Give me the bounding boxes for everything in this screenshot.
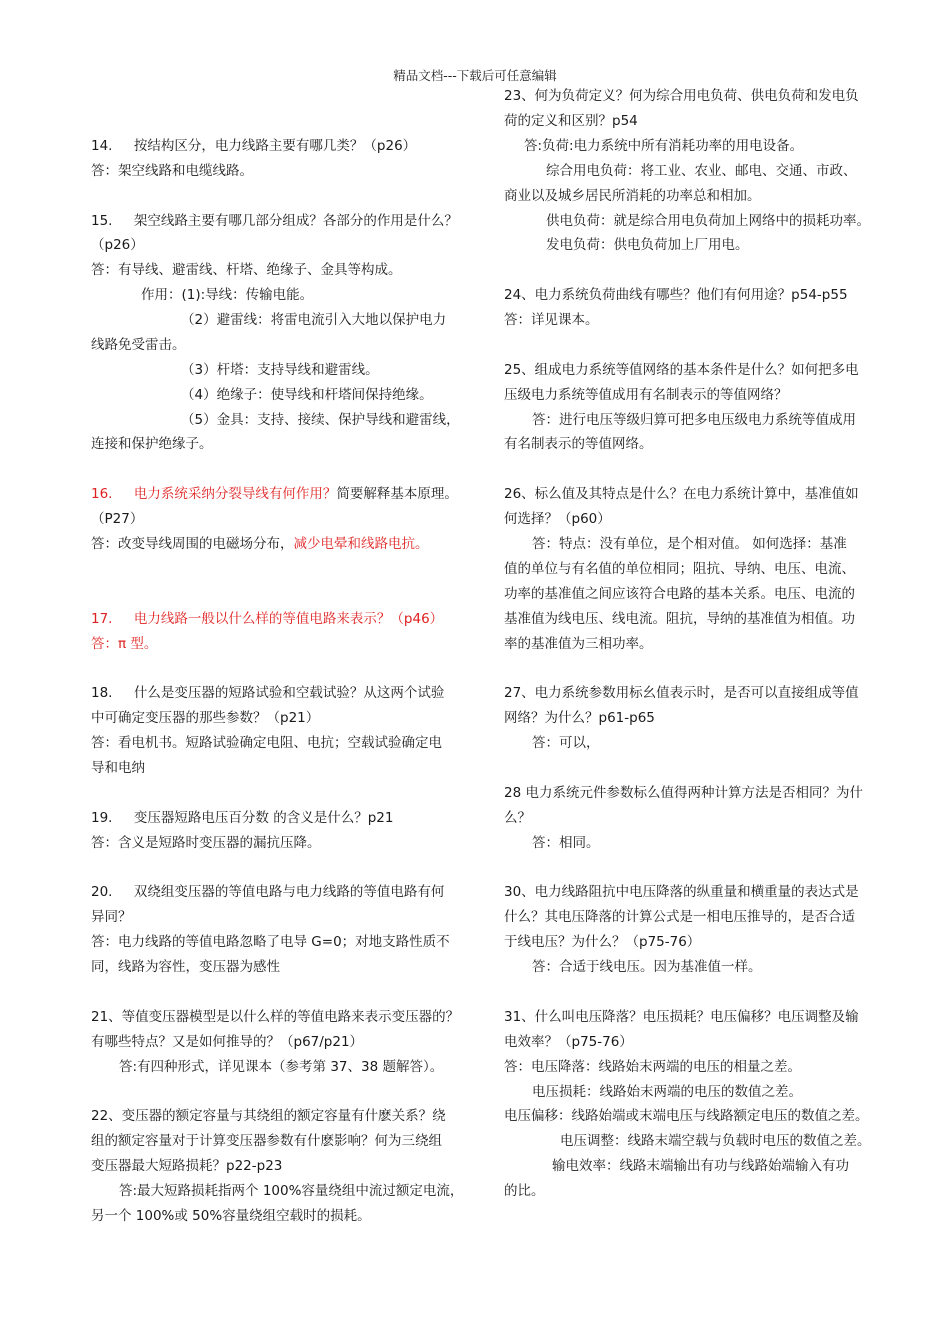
line-text: 线路免受雷击。 <box>91 337 186 353</box>
line-text: 综合用电负荷：将工业、农业、邮电、交通、市政、 <box>546 163 857 179</box>
left-text-line <box>91 907 132 927</box>
left-text-line <box>91 1007 459 1027</box>
line-text: 作用：(1):导线：传输电能。 <box>141 287 314 303</box>
line-text: 商业以及城乡居民所消耗的功率总和相加。 <box>504 188 761 204</box>
left-text-line <box>91 833 321 853</box>
line-text: 同，线路为容性，变压器为感性 <box>91 959 280 975</box>
right-text-line <box>552 1156 849 1176</box>
line-text: 25、组成电力系统等值网络的基本条件是什么？如何把多电 <box>504 362 859 378</box>
left-text-line <box>91 683 444 703</box>
line-text: 有哪些特点？又是如何推导的？（p67/p21） <box>91 1034 364 1050</box>
line-text: 电压偏移：线路始端或末端电压与线路额定电压的数值之差。 <box>504 1108 869 1124</box>
right-text-line <box>546 235 749 255</box>
right-text-line <box>532 410 856 430</box>
left-text-line <box>91 882 444 902</box>
left-text-line <box>91 932 450 952</box>
line-text: 简要解释基本原理。 <box>336 486 458 502</box>
left-text-line <box>91 484 458 504</box>
highlighted-text: 减少电晕和线路电抗。 <box>293 536 429 552</box>
right-text-line <box>504 783 863 803</box>
line-text: 输电效率：线路末端输出有功与线路始端输入有功 <box>552 1158 849 1174</box>
left-text-line <box>91 235 144 255</box>
line-text: 基准值为线电压、线电流。阻抗，导纳的基准值为相值。功 <box>504 611 855 627</box>
right-text-line <box>504 509 611 529</box>
line-text: 21、等值变压器模型是以什么样的等值电路来表示变压器的？ <box>91 1009 460 1025</box>
left-text-line <box>181 385 433 405</box>
right-text-line <box>504 907 855 927</box>
left-text-line <box>119 1057 443 1077</box>
line-text: 功率的基准值之间应该符合电路的基本关系。电压、电流的 <box>504 586 855 602</box>
line-text: 网络？为什么？p61-p65 <box>504 710 655 726</box>
line-text: 答：详见课本。 <box>504 312 599 328</box>
line-text: 答：电压降落：线路始末两端的电压的相量之差。 <box>504 1059 801 1075</box>
line-text: 答：改变导线周围的电磁场分布， <box>91 536 294 552</box>
right-text-line <box>504 484 859 504</box>
line-text: 荷的定义和区别？p54 <box>504 113 638 129</box>
left-text-line <box>91 161 253 181</box>
right-text-line <box>560 1131 871 1151</box>
left-text-line <box>91 634 157 654</box>
highlighted-text: 17. 电力线路一般以什么样的等值电路来表示？（p46） <box>91 611 444 627</box>
left-text-line <box>91 211 458 231</box>
line-text: 23、何为负荷定义？何为综合用电负荷、供电负荷和发电负 <box>504 88 859 104</box>
line-text: 31、什么叫电压降落？电压损耗？电压偏移？电压调整及输 <box>504 1009 859 1025</box>
line-text: 30、电力线路阻抗中电压降落的纵重量和横重量的表达式是 <box>504 884 859 900</box>
line-text: 电效率？（p75-76） <box>504 1034 633 1050</box>
line-text: 答:负荷:电力系统中所有消耗功率的用电设备。 <box>524 138 804 154</box>
right-text-line <box>532 733 600 753</box>
right-text-line <box>504 86 859 106</box>
line-text: 答：可以， <box>532 735 600 751</box>
right-text-line <box>504 609 855 629</box>
left-text-line <box>141 285 313 305</box>
left-text-line <box>91 1131 442 1151</box>
line-text: 答：进行电压等级归算可把多电压级电力系统等值成用 <box>532 412 856 428</box>
line-text: 压级电力系统等值成用有名制表示的等值网络？ <box>504 387 788 403</box>
line-text: 答：合适于线电压。因为基准值一样。 <box>532 959 762 975</box>
left-text-line <box>91 957 280 977</box>
line-text: 供电负荷：就是综合用电负荷加上网络中的损耗功率。 <box>546 213 870 229</box>
line-text: 值的单位与有名值的单位相同；阻抗、导纳、电压、电流、 <box>504 561 855 577</box>
line-text: 中可确定变压器的那些参数？（p21） <box>91 710 320 726</box>
line-text: 么？ <box>504 810 531 826</box>
line-text: 14. 按结构区分，电力线路主要有哪几类？（p26） <box>91 138 417 154</box>
right-text-line <box>532 534 847 554</box>
line-text: 答:有四种形式，详见课本（参考第 37、38 题解答）。 <box>119 1059 444 1075</box>
right-text-line <box>504 360 859 380</box>
left-text-line <box>91 808 393 828</box>
line-text: 于线电压？为什么？（p75-76） <box>504 934 701 950</box>
right-text-line <box>504 1181 545 1201</box>
line-text: （P27） <box>91 511 144 527</box>
page-header: 精品文档---下载后可任意编辑 <box>393 68 557 83</box>
highlighted-text: 答：π 型。 <box>91 636 158 652</box>
right-text-line <box>504 186 761 206</box>
left-text-line <box>91 609 443 629</box>
line-text: （p26） <box>91 237 144 253</box>
right-text-line <box>504 385 788 405</box>
left-text-line <box>91 1032 363 1052</box>
left-text-line <box>91 1106 446 1126</box>
left-text-line <box>91 733 442 753</box>
line-text: 20. 双绕组变压器的等值电路与电力线路的等值电路有何 <box>91 884 445 900</box>
line-text: 28 电力系统元件参数标么值得两种计算方法是否相同？为什 <box>504 785 863 801</box>
line-text: （3）杆塔：支持导线和避雷线。 <box>181 362 379 378</box>
left-text-line <box>91 335 186 355</box>
right-text-line <box>546 161 857 181</box>
line-text: 电压调整：线路末端空载与负载时电压的数值之差。 <box>560 1133 871 1149</box>
line-text: 19. 变压器短路电压百分数 的含义是什么？p21 <box>91 810 394 826</box>
line-text: 答：看电机书。短路试验确定电阻、电抗；空载试验确定电 <box>91 735 442 751</box>
line-text: 答:最大短路损耗指两个 100%容量绕组中流过额定电流， <box>119 1183 464 1199</box>
left-text-line <box>91 434 213 454</box>
line-text: 答：含义是短路时变压器的漏抗压降。 <box>91 835 321 851</box>
line-text: 电压损耗：线路始末两端的电压的数值之差。 <box>532 1084 802 1100</box>
line-text: 答：电力线路的等值电路忽略了电导 G=0；对地支路性质不 <box>91 934 450 950</box>
right-text-line <box>504 310 599 330</box>
left-text-line <box>91 136 416 156</box>
right-text-line <box>504 1106 869 1126</box>
right-text-line <box>504 634 653 654</box>
right-text-line <box>504 1032 633 1052</box>
right-text-line <box>504 1057 801 1077</box>
left-text-line <box>91 1206 371 1226</box>
right-text-line <box>504 683 859 703</box>
line-text: 率的基准值为三相功率。 <box>504 636 653 652</box>
left-text-line <box>181 360 379 380</box>
line-text: 组的额定容量对于计算变压器参数有什麽影响？何为三绕组 <box>91 1133 442 1149</box>
left-text-line <box>181 410 460 430</box>
right-text-line <box>504 808 531 828</box>
right-text-line <box>504 708 655 728</box>
left-text-line <box>91 260 402 280</box>
line-text: 什么？其电压降落的计算公式是一相电压推导的，是否合适 <box>504 909 855 925</box>
right-text-line <box>504 932 700 952</box>
line-text: 26、标么值及其特点是什么？在电力系统计算中，基准值如 <box>504 486 859 502</box>
line-text: 有名制表示的等值网络。 <box>504 436 653 452</box>
line-text: 24、电力系统负荷曲线有哪些？他们有何用途？p54-p55 <box>504 287 848 303</box>
line-text: 18. 什么是变压器的短路试验和空载试验？从这两个试验 <box>91 685 445 701</box>
line-text: （4）绝缘子：使导线和杆塔间保持绝缘。 <box>181 387 433 403</box>
left-text-line <box>91 708 319 728</box>
right-text-line <box>532 957 762 977</box>
line-text: 答：有导线、避雷线、杆塔、绝缘子、金具等构成。 <box>91 262 402 278</box>
right-text-line <box>504 882 859 902</box>
right-text-line <box>546 211 870 231</box>
right-text-line <box>504 584 855 604</box>
left-text-line <box>91 1156 282 1176</box>
left-text-line <box>91 534 429 554</box>
right-text-line <box>504 111 638 131</box>
line-text: （2）避雷线：将雷电流引入大地以保护电力 <box>181 312 447 328</box>
line-text: 答：相同。 <box>532 835 600 851</box>
line-text: 答：特点：没有单位，是个相对值。 如何选择：基准 <box>532 536 847 552</box>
left-text-line <box>91 509 143 529</box>
highlighted-text: 16. 电力系统采纳分裂导线有何作用？ <box>91 486 337 502</box>
line-text: 27、电力系统参数用标幺值表示时，是否可以直接组成等值 <box>504 685 859 701</box>
line-text: （5）金具：支持、接续、保护导线和避雷线， <box>181 412 460 428</box>
line-text: 另一个 100%或 50%容量绕组空载时的损耗。 <box>91 1208 371 1224</box>
line-text: 22、变压器的额定容量与其绕组的额定容量有什麽关系？绕 <box>91 1108 446 1124</box>
line-text: 异同？ <box>91 909 132 925</box>
line-text: 发电负荷：供电负荷加上厂用电。 <box>546 237 749 253</box>
left-text-line <box>119 1181 463 1201</box>
line-text: 何选择？（p60） <box>504 511 611 527</box>
right-text-line <box>532 1082 802 1102</box>
right-text-line <box>504 434 653 454</box>
line-text: 答：架空线路和电缆线路。 <box>91 163 253 179</box>
left-text-line <box>181 310 446 330</box>
line-text: 导和电纳 <box>91 760 145 776</box>
right-text-line <box>504 559 855 579</box>
left-text-line <box>91 758 145 778</box>
line-text: 的比。 <box>504 1183 545 1199</box>
line-text: 连接和保护绝缘子。 <box>91 436 213 452</box>
right-text-line <box>504 285 848 305</box>
right-text-line <box>504 1007 859 1027</box>
line-text: 15. 架空线路主要有哪几部分组成？各部分的作用是什么？ <box>91 213 458 229</box>
right-text-line <box>532 833 600 853</box>
line-text: 变压器最大短路损耗？p22-p23 <box>91 1158 283 1174</box>
right-text-line <box>524 136 803 156</box>
